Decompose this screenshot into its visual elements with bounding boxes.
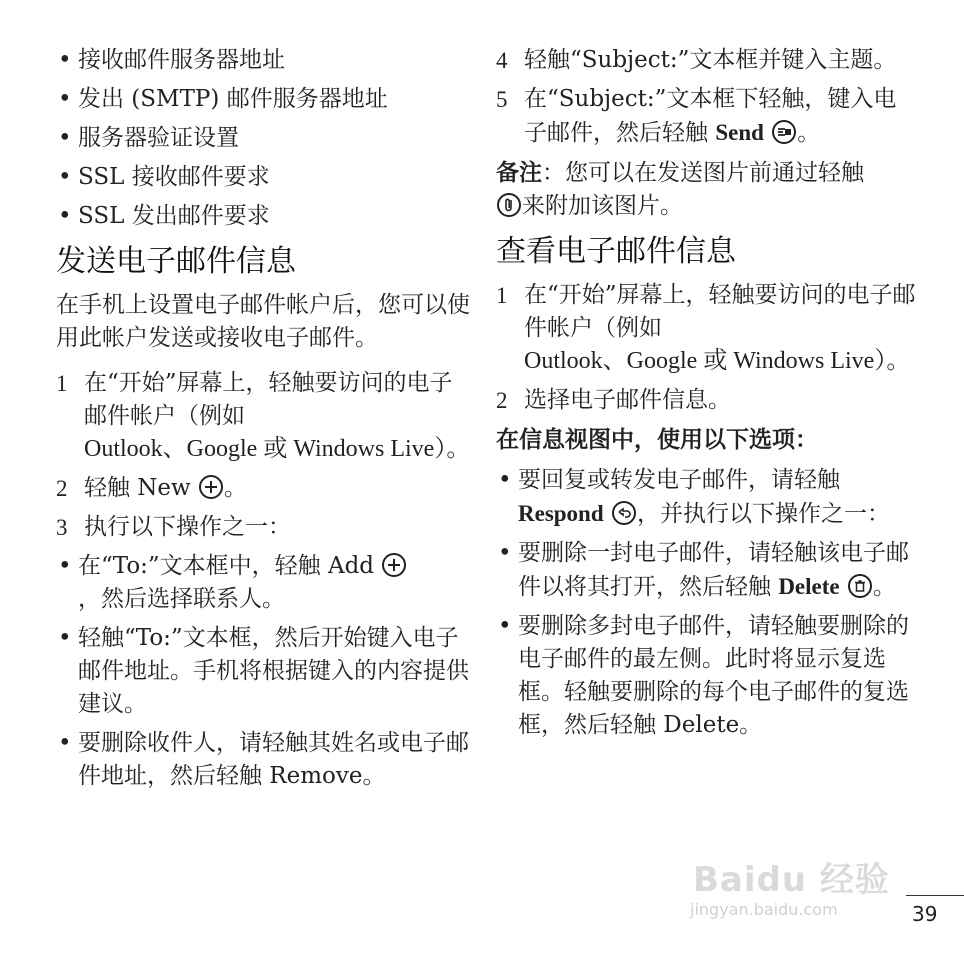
step-number: 2 xyxy=(56,476,68,501)
options-subheading: 在信息视图中，使用以下选项： xyxy=(496,426,818,453)
list-item: • 要删除收件人，请轻触其姓名或电子邮件地址，然后轻触 Remove。 xyxy=(56,727,472,793)
step-number: 4 xyxy=(496,48,508,73)
step-number: 5 xyxy=(496,87,508,112)
step-1: 1 在“开始”屏幕上，轻触要访问的电子邮件帐户（例如 Outlook、Google 或 Windows Live）。 xyxy=(56,367,472,466)
respond-icon xyxy=(611,500,637,526)
right-column xyxy=(496,44,916,748)
list-item: • 要删除多封电子邮件，请轻触要删除的电子邮件的最左侧。此时将显示复选框。轻触要删除的每个电子邮件的复选框，然后轻触 Delete。 xyxy=(496,610,916,742)
list-item: • 接收邮件服务器地址 xyxy=(56,44,472,77)
note-label: 备注 xyxy=(496,159,542,186)
list-item: • 要回复或转发电子邮件，请轻触 Respond ，并执行以下操作之一： xyxy=(496,464,916,531)
list-item: • SSL 发出邮件要求 xyxy=(56,200,472,233)
step-number: 1 xyxy=(496,283,508,308)
add-circle-icon xyxy=(381,552,407,578)
page-number: 39 xyxy=(912,902,938,926)
step-number: 1 xyxy=(56,371,68,396)
left-column xyxy=(56,44,472,799)
section-heading-send: 发送电子邮件信息 xyxy=(56,244,296,279)
note: 备注：您可以在发送图片前通过轻触 来附加该图片。 xyxy=(496,159,864,219)
list-item: • 服务器验证设置 xyxy=(56,122,472,155)
intro-paragraph: 在手机上设置电子邮件帐户后，您可以使用此帐户发送或接收电子邮件。 xyxy=(56,292,470,351)
attach-icon xyxy=(496,192,522,218)
delete-icon xyxy=(847,573,873,599)
step-2: 2 轻触 New 。 xyxy=(56,472,472,505)
list-item: • 发出 (SMTP) 邮件服务器地址 xyxy=(56,83,472,116)
view-step-1: 1 在“开始”屏幕上，轻触要访问的电子邮件帐户（例如 Outlook、Google 或 Windows Live）。 xyxy=(496,279,916,378)
watermark-logo: Baidu 经验 xyxy=(693,860,890,900)
section-heading-view: 查看电子邮件信息 xyxy=(496,234,736,269)
list-item: • 在“To:”文本框中，轻触 Add ，然后选择联系人。 xyxy=(56,550,472,616)
send-icon xyxy=(771,119,797,145)
list-item: • SSL 接收邮件要求 xyxy=(56,161,472,194)
list-item: • 轻触“To:”文本框，然后开始键入电子邮件地址。手机将根据键入的内容提供建议。 xyxy=(56,622,472,721)
step-number: 2 xyxy=(496,388,508,413)
step-number: 3 xyxy=(56,515,68,540)
step-3: 3 执行以下操作之一： xyxy=(56,511,472,544)
watermark-url: jingyan.baidu.com xyxy=(690,900,838,919)
step-5: 5 在“Subject:”文本框下轻触，键入电子邮件，然后轻触 Send 。 xyxy=(496,83,916,150)
step-4: 4 轻触“Subject:”文本框并键入主题。 xyxy=(496,44,916,77)
page-number-rule xyxy=(906,895,964,896)
view-step-2: 2 选择电子邮件信息。 xyxy=(496,384,916,417)
add-circle-icon xyxy=(198,474,224,500)
list-item: • 要删除一封电子邮件，请轻触该电子邮件以将其打开，然后轻触 Delete 。 xyxy=(496,537,916,604)
